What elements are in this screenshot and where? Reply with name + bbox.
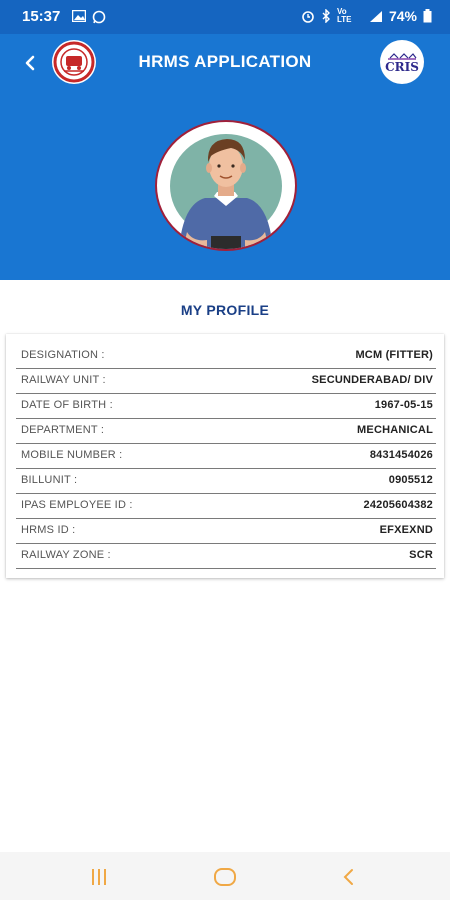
app-title: HRMS APPLICATION [138, 52, 312, 71]
cris-logo [380, 40, 424, 84]
field-label: DESIGNATION : [21, 349, 105, 361]
status-time: 15:37 [22, 8, 61, 25]
field-value: SCR [409, 549, 433, 561]
signal-icon [369, 10, 383, 23]
bluetooth-icon [321, 9, 331, 23]
profile-row-ipas-employee-id [16, 494, 436, 519]
field-label: HRMS ID : [21, 524, 76, 536]
field-value: 8431454026 [369, 449, 433, 461]
back-nav-icon[interactable] [336, 864, 362, 890]
field-label: DEPARTMENT : [21, 424, 105, 436]
field-label: RAILWAY UNIT : [21, 374, 106, 386]
profile-row-mobile-number [16, 444, 436, 469]
home-icon[interactable] [212, 864, 238, 890]
battery-icon [423, 9, 432, 23]
field-value: 24205604382 [363, 499, 433, 511]
profile-row-hrms-id [16, 519, 436, 544]
field-label: MOBILE NUMBER : [21, 449, 123, 461]
profile-avatar [155, 120, 297, 251]
whatsapp-icon [92, 10, 106, 24]
recent-apps-icon[interactable] [86, 864, 112, 890]
profile-row-department [16, 419, 436, 444]
alarm-icon [301, 9, 315, 23]
field-label: RAILWAY ZONE : [21, 549, 111, 561]
field-value: EFXEXND [379, 524, 433, 536]
profile-details-card [6, 334, 444, 578]
system-navigation-bar [0, 852, 450, 900]
field-value: 0905512 [388, 474, 433, 486]
field-label: IPAS EMPLOYEE ID : [21, 499, 133, 511]
network-label: Vo LTE [336, 7, 352, 24]
field-label: DATE OF BIRTH : [21, 399, 113, 411]
field-value: SECUNDERABAD/ DIV [311, 374, 433, 386]
field-value: MCM (FITTER) [355, 349, 433, 361]
status-bar [0, 0, 450, 34]
profile-row-billunit [16, 469, 436, 494]
battery-percent: 74% [388, 8, 417, 24]
profile-row-designation [16, 344, 436, 369]
profile-row-date-of-birth [16, 394, 436, 419]
notification-icons [72, 10, 106, 24]
profile-row-railway-unit [16, 369, 436, 394]
field-value: MECHANICAL [357, 424, 433, 436]
my-profile-heading: MY PROFILE [180, 302, 270, 318]
profile-row-railway-zone [16, 544, 436, 569]
image-icon [72, 10, 86, 22]
cris-logo-text: CRIS [385, 59, 419, 74]
field-value: 1967-05-15 [374, 399, 433, 411]
app-bar [0, 34, 450, 90]
system-icons [301, 8, 432, 24]
field-label: BILLUNIT : [21, 474, 78, 486]
